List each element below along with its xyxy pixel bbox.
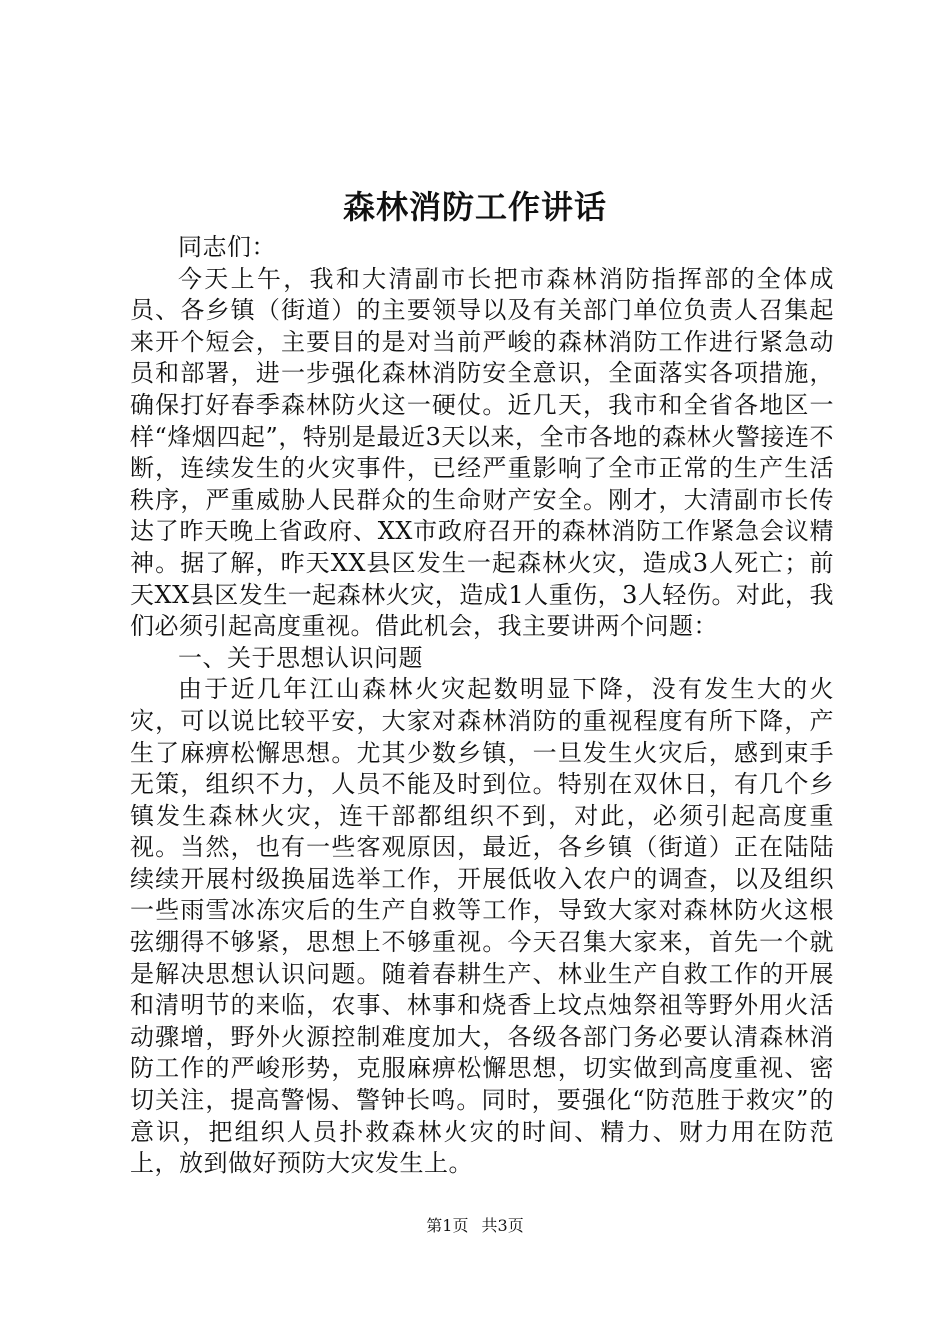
page-total: 共3页 xyxy=(481,1216,524,1235)
page-number: 第1页 xyxy=(426,1216,469,1235)
page-footer xyxy=(0,1215,950,1237)
paragraph-intro: 今天上午，我和大清副市长把市森林消防指挥部的全体成员、各乡镇（街道）的主要领导以及有关部门单位负责人召集起来开个短会，主要目的是对当前严峻的森林消防工作进行紧急动员和部署，进一步强化森林消防安全意识，全面落实各项措施，确保打好春季森林防火这一硬仗。近几天，我市和全省各地区一样“烽烟四起”，特别是最近3天以来，全市各地的森林火警接连不断，连续发生的火灾事件，已经严重影响了全市正常的生产生活秩序，严重威胁人民群众的生命财产安全。刚才，大清副市长传达了昨天晚上省政府、XX市政府召开的森林消防工作紧急会议精神。据了解，昨天XX县区发生一起森林火灾，造成3人死亡；前天XX县区发生一起森林火灾，造成1人重伤，3人轻伤。对此，我们必须引起高度重视。借此机会，我主要讲两个问题： xyxy=(130,264,834,641)
paragraph-ideology: 由于近几年江山森林火灾起数明显下降，没有发生大的火灾，可以说比较平安，大家对森林消防的重视程度有所下降，产生了麻痹松懈思想。尤其少数乡镇，一旦发生火灾后，感到束手无策，组织不力，人员不能及时到位。特别在双休日，有几个乡镇发生森林火灾，连干部都组织不到，对此，必须引起高度重视。当然，也有一些客观原因，最近，各乡镇（街道）正在陆陆续续开展村级换届选举工作，开展低收入农户的调查，以及组织一些雨雪冰冻灾后的生产自救等工作，导致大家对森林防火这根弦绷得不够紧，思想上不够重视。今天召集大家来，首先一个就是解决思想认识问题。随着春耕生产、林业生产自救工作的开展和清明节的来临，农事、林事和烧香上坟点烛祭祖等野外用火活动骤增，野外火源控制难度加大，各级各部门务必要认清森林消防工作的严峻形势，克服麻痹松懈思想，切实做到高度重视、密切关注，提高警惕、警钟长鸣。同时，要强化“防范胜于救灾”的意识，把组织人员扑救森林火灾的时间、精力、财力用在防范上，放到做好预防大灾发生上。 xyxy=(130,675,834,1178)
document-title: 森林消防工作讲话 xyxy=(342,188,607,226)
document-body xyxy=(130,232,834,1180)
greeting: 同志们： xyxy=(178,233,276,261)
section-heading: 一、关于思想认识问题 xyxy=(178,643,423,672)
